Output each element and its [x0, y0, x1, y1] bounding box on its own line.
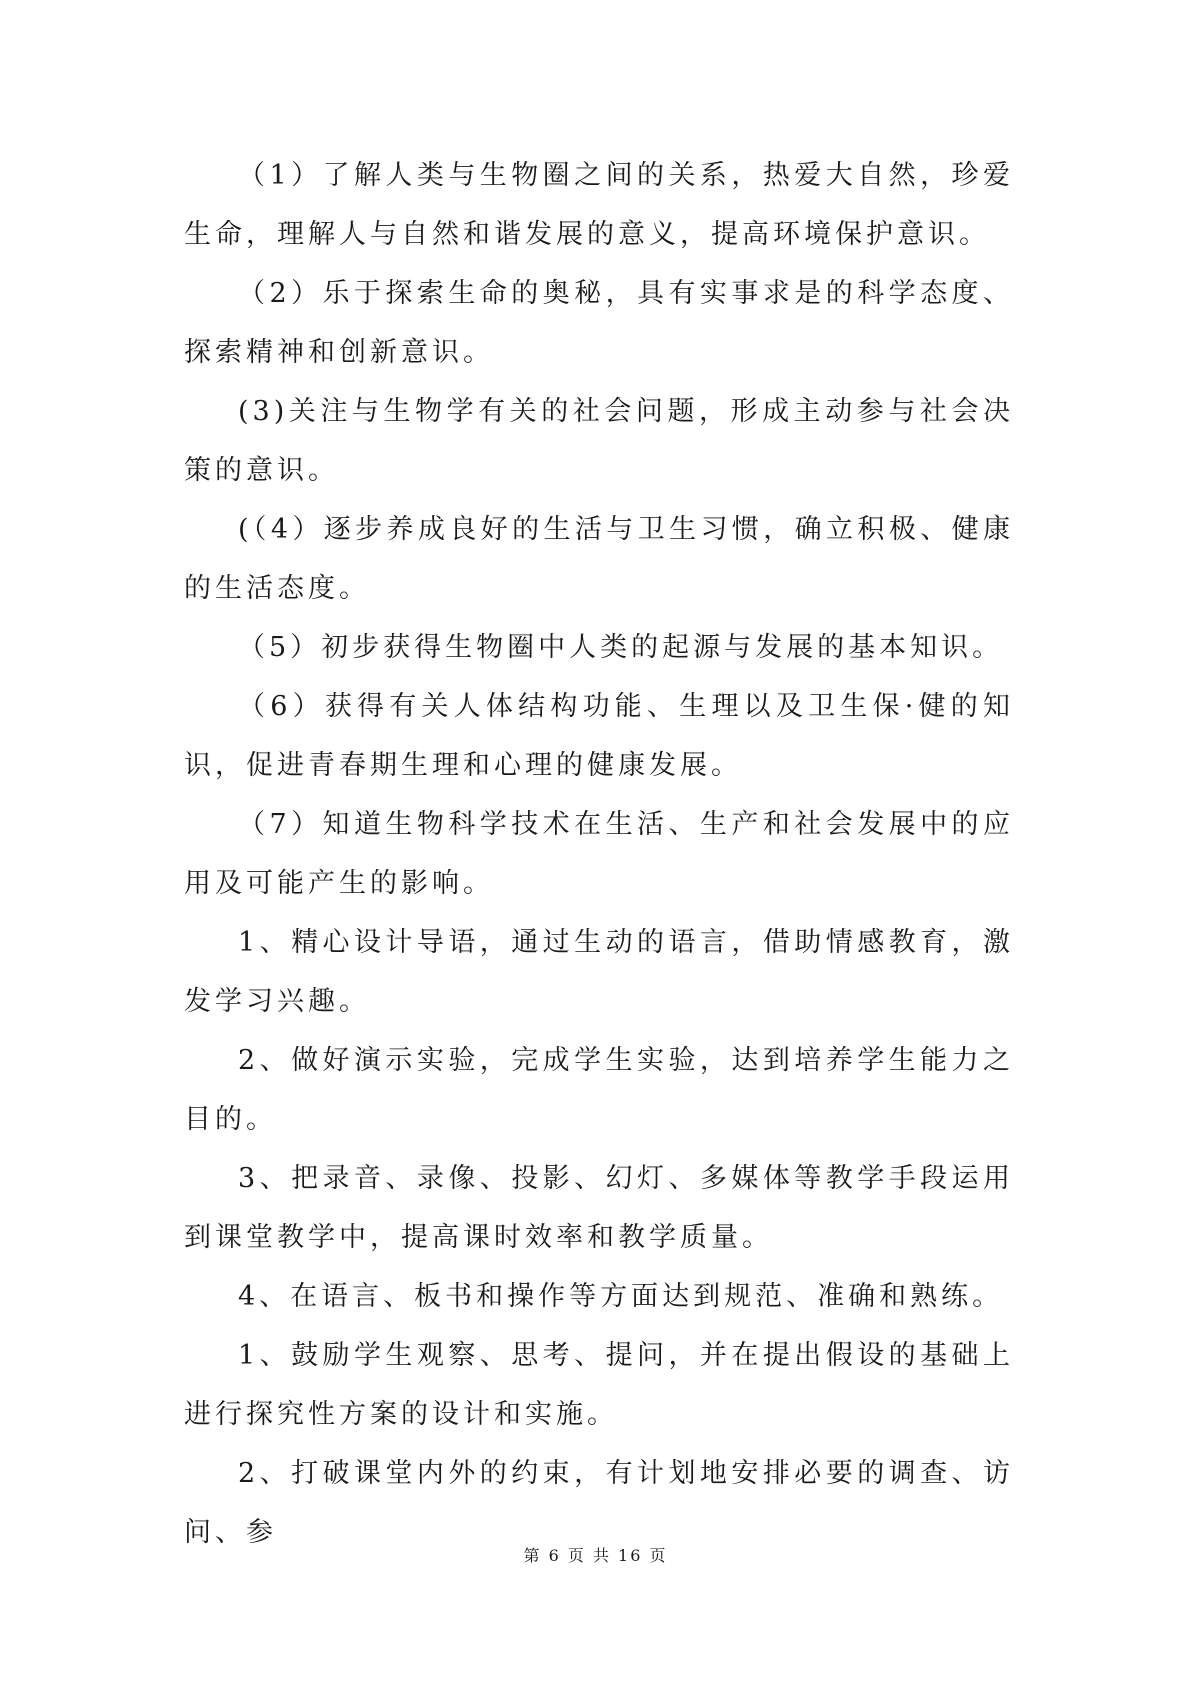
paragraph-9: 2、做好演示实验，完成学生实验，达到培养学生能力之目的。: [184, 1045, 1014, 1135]
paragraph-10: 3、把录音、录像、投影、幻灯、多媒体等教学手段运用到课堂教学中，提高课时效率和教学质量。: [184, 1163, 1014, 1253]
paragraph-5: （5）初步获得生物圈中人类的起源与发展的基本知识。: [238, 632, 1004, 663]
page-number-footer: 第 6 页 共 16 页: [523, 1546, 668, 1565]
paragraph-3: (3)关注与生物学有关的社会问题，形成主动参与社会决策的意识。: [184, 396, 1014, 486]
document-body: [184, 146, 1014, 1562]
paragraph-13: 2、打破课堂内外的约束，有计划地安排必要的调查、访问、参: [184, 1458, 1014, 1548]
paragraph-7: （7）知道生物科学技术在生活、生产和社会发展中的应用及可能产生的影响。: [184, 809, 1014, 899]
paragraph-12: 1、鼓励学生观察、思考、提问，并在提出假设的基础上进行探究性方案的设计和实施。: [184, 1340, 1014, 1430]
paragraph-1: （1）了解人类与生物圈之间的关系，热爱大自然，珍爱生命，理解人与自然和谐发展的意义，提高环境保护意识。: [184, 160, 1014, 250]
paragraph-8: 1、精心设计导语，通过生动的语言，借助情感教育，激发学习兴趣。: [184, 927, 1014, 1017]
paragraph-11: 4、在语言、板书和操作等方面达到规范、准确和熟练。: [238, 1281, 1004, 1312]
paragraph-2: （2）乐于探索生命的奥秘，具有实事求是的科学态度、探索精神和创新意识。: [184, 278, 1014, 368]
paragraph-4: (（4）逐步养成良好的生活与卫生习惯，确立积极、健康的生活态度。: [184, 514, 1014, 604]
paragraph-6: （6）获得有关人体结构功能、生理以及卫生保·健的知识，促进青春期生理和心理的健康发展。: [184, 691, 1014, 781]
